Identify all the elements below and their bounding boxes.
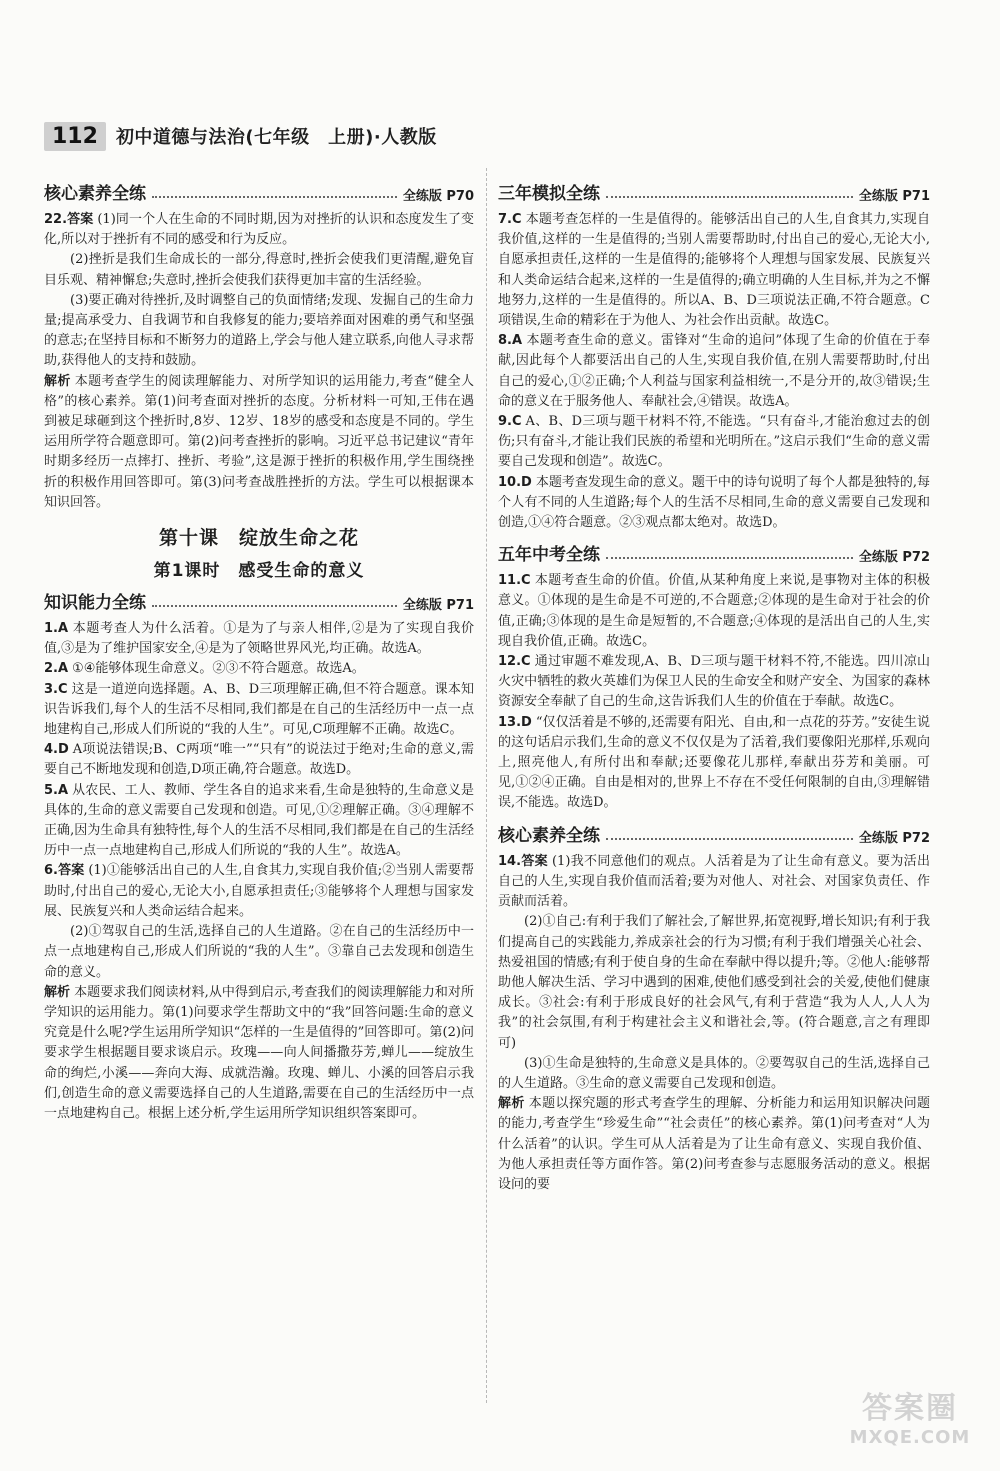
section-header bbox=[44, 178, 474, 204]
answer-paragraph: (2)①驾驭自己的生活,选择自己的人生道路。②在自己的生活经历中一点一点地建构自己,形成人们所说的“我的人生”。③靠自己去发现和创造生命的意义。 bbox=[44, 924, 474, 980]
section-ref: 全练版 P71 bbox=[858, 189, 930, 204]
section-title: 五年中考全练 bbox=[498, 545, 600, 566]
answer-paragraph: (3)要正确对待挫折,及时调整自己的负面情绪;发现、发掘自己的生命力量;提高承受力、自我调节和自我修复的能力;要培养面对困难的勇气和坚强的意志;在坚持目标和不断努力的道路上,学会与他人建立联系,向他人寻求帮助,获得他人的支持和鼓励。 bbox=[44, 292, 474, 369]
dotted-leader bbox=[606, 557, 853, 559]
analysis bbox=[498, 1094, 930, 1195]
answer-item bbox=[44, 861, 474, 922]
answer-text: 本题考查人为什么活着。①是为了与亲人相伴,②是为了实现自我价值,③是为了维护国家安全,④是为了领略世界风光,均正确。故选A。 bbox=[44, 621, 474, 657]
section-title: 核心素养全练 bbox=[498, 825, 600, 846]
answer-text: ①④能够体现生命意义。②③不符合题意。故选A。 bbox=[72, 661, 365, 677]
answer-label: 12.C bbox=[498, 654, 531, 670]
answer-label: 7.C bbox=[498, 212, 522, 227]
answer-item bbox=[44, 659, 474, 679]
lesson-subtitle: 第1课时 感受生命的意义 bbox=[153, 561, 365, 582]
dotted-leader bbox=[152, 196, 397, 198]
answer-text: (1)我不同意他们的观点。人活着是为了让生命有意义。要为活出自己的人生,实现自我价值而活着;要为对他人、对社会、对国家负责任、作贡献而活着。 bbox=[498, 853, 930, 910]
answer-item bbox=[44, 210, 474, 250]
answer-item bbox=[44, 740, 474, 780]
answer-label: 22.答案 bbox=[44, 212, 94, 227]
answer-label: 11.C bbox=[498, 573, 531, 589]
answer-text: 本题考查怎样的一生是值得的。能够活出自己的人生,自食其力,实现自我价值,这样的一生是值得的;当别人需要帮助时,付出自己的爱心,无论大小,自愿承担责任,这样的一生是值得的;能够将个人理想与国家发展、民族复兴和人类命运结合起来,这样的一生是值得的;确立明确的人生目标,并为之不懈地努力,这样的一生是值得的。所以A、B、D三项说法正确,不符合题意。C项错误,生命的精彩在于为他人、为社会作出贡献。故选C。 bbox=[498, 212, 930, 329]
watermark-url: MXQE.COM bbox=[849, 1427, 971, 1448]
answer-label: 14.答案 bbox=[498, 853, 548, 869]
answer-text: 这是一道逆向选择题。A、B、D三项理解正确,但不符合题意。课本知识告诉我们,每个人的生活不尽相同,我们都是在自己的生活经历中一点一点地建构自己,形成人们所说的“我的人生”。可见,C项理解不正确。故选C。 bbox=[44, 681, 474, 738]
section-ref: 全练版 P71 bbox=[402, 598, 474, 614]
answer-label: 6.答案 bbox=[44, 863, 85, 879]
answer-text: 通过审题不难发现,A、B、D三项与题干材料不符,不能选。四川凉山火灾中牺牲的救火英雄们为保卫人民的生命安全和财产安全、为国家的森林资源安全奉献了自己的生命,这告诉我们人生的价值在于奉献。故选C。 bbox=[498, 654, 930, 710]
answer-text: A项说法错误;B、C两项“唯一”“只有”的说法过于绝对;生命的意义,需要自己不断地发现和创造,D项正确,符合题意。故选D。 bbox=[44, 742, 474, 778]
answer-item bbox=[498, 412, 930, 473]
answer-item bbox=[498, 473, 930, 534]
analysis-label: 解析 bbox=[44, 984, 71, 1000]
page-header bbox=[44, 118, 437, 154]
section-header bbox=[498, 539, 930, 565]
section-header bbox=[498, 178, 930, 204]
answer-text: “仅仅活着是不够的,还需要有阳光、自由,和一点花的芬芳。”安徒生说的这句话启示我们,生命的意义不仅仅是为了活着,我们要像阳光那样,乐观向上,照亮他人,有所付出和奉献;还要像花儿那样,奉献出芬芳和美丽。可见,①②④正确。自由是相对的,世界上不存在不受任何限制的自由,③理解错误,不能选。故选D。 bbox=[498, 714, 930, 811]
dotted-leader bbox=[606, 838, 853, 840]
analysis-text: 本题考查学生的阅读理解能力、对所学知识的运用能力,考查“健全人格”的核心素养。第(1)问考查面对挫折的态度。分析材料一可知,王伟在遇到被足球砸到这个挫折时,8岁、12岁、18岁的感受和态度是不同的。学生运用所学符合题意即可。第(2)问考查挫折的影响。习近平总书记建议“青年时期多经历一点摔打、挫折、考验”,这是源于挫折的积极作用,学生围绕挫折的积极作用回答即可。第(3)问考查战胜挫折的方法。学生可以根据课本知识回答。 bbox=[44, 373, 474, 510]
analysis-text: 本题要求我们阅读材料,从中得到启示,考查我们的阅读理解能力和对所学知识的运用能力。第(1)问要求学生帮助文中的“我”回答问题:生命的意义究竟是什么呢?学生运用所学知识“怎样的一生是值得的”回答即可。第(2)问要求学生根据题目要求谈启示。玫瑰——向人间播撒芬芳,蝉儿——绽放生命的绚烂,小溪——奔向大海、成就浩瀚。玫瑰、蝉儿、小溪的回答启示我们,创造生命的意义需要选择自己的人生道路,需要在自己的生活经历中一点一点地建构自己。根据上述分析,学生运用所学知识组织答案即可。 bbox=[44, 984, 474, 1121]
answer-item bbox=[44, 619, 474, 659]
answer-paragraph: (3)①生命是独特的,生命意义是具体的。②要驾驭自己的生活,选择自己的人生道路。③生命的意义需要自己发现和创造。 bbox=[498, 1055, 930, 1091]
section-title: 核心素养全练 bbox=[44, 184, 146, 204]
column-divider bbox=[486, 168, 487, 1403]
analysis-label: 解析 bbox=[44, 373, 71, 389]
answer-label: 3.C bbox=[44, 681, 68, 697]
analysis-label: 解析 bbox=[498, 1096, 525, 1112]
answer-text: 从农民、工人、教师、学生各自的追求来看,生命是独特的,生命意义是具体的,生命的意义需要自己发现和创造。可见,①②理解正确。③④理解不正确,因为生命具有独特性,每个人的生活不尽相同,我们都是在自己的生活经历中一点一点地建构自己,形成人们所说的“我的人生”。故选A。 bbox=[44, 782, 474, 859]
lesson-title: 第十课 绽放生命之花 bbox=[158, 527, 359, 550]
answer-label: 13.D bbox=[498, 714, 532, 730]
section-ref: 全练版 P72 bbox=[858, 830, 930, 846]
watermark bbox=[840, 1383, 980, 1448]
section-title: 三年模拟全练 bbox=[498, 184, 600, 204]
answer-item bbox=[498, 713, 930, 814]
book-title: 初中道德与法治(七年级 上册)·人教版 bbox=[115, 127, 437, 148]
answer-item bbox=[44, 680, 474, 741]
answer-label: 8.A bbox=[498, 333, 523, 349]
answer-item bbox=[498, 652, 930, 713]
answer-label: 9.C bbox=[498, 414, 522, 430]
answer-paragraph: (2)挫折是我们生命成长的一部分,得意时,挫折会使我们更清醒,避免盲目乐观、精神懈怠;失意时,挫折会使我们获得更加丰富的生活经验。 bbox=[44, 252, 474, 288]
analysis-text: 本题以探究题的形式考查学生的理解、分析能力和运用知识解决问题的能力,考查学生“珍爱生命”“社会责任”的核心素养。第(1)问考查对“人为什么活着”的认识。学生可从人活着是为了让生命有意义、实现自我价值、为他人承担责任等方面作答。第(2)问考查参与志愿服务活动的意义。根据设问的要 bbox=[498, 1096, 930, 1192]
answer-item bbox=[498, 852, 930, 913]
answer-paragraph: (2)①自己:有利于我们了解社会,了解世界,拓宽视野,增长知识;有利于我们提高自己的实践能力,养成亲社会的行为习惯;有利于我们增强关心社会、热爱祖国的情感;有利于使自身的生命在奉献中得以提升;等。②他人:能够帮助他人解决生活、学习中遇到的困难,使他们感受到社会的关爱,使他们健康成长。③社会:有利于形成良好的社会风气,有利于营造“我为人人,人人为我”的社会氛围,有利于构建社会主义和谐社会,等。(符合题意,言之有理即可) bbox=[498, 914, 930, 1051]
answer-item bbox=[498, 210, 930, 331]
page-number: 112 bbox=[44, 122, 106, 151]
answer-label: 5.A bbox=[44, 782, 69, 798]
dotted-leader bbox=[606, 196, 853, 198]
answer-text: 本题考查发现生命的意义。题干中的诗句说明了每个人都是独特的,每个人有不同的人生道路;每个人的生活不尽相同,生命的意义需要自己发现和创造,①④符合题意。②③观点都太绝对。故选D。 bbox=[498, 474, 930, 531]
answer-item bbox=[498, 331, 930, 412]
right-column bbox=[498, 172, 930, 1195]
analysis bbox=[44, 983, 474, 1124]
analysis bbox=[44, 372, 474, 513]
answer-text: 本题考查生命的价值。价值,从某种角度上来说,是事物对主体的积极意义。①体现的是生命是不可逆的,不合题意;②体现的是生命对于社会的价值,正确;③体现的是生命是短暂的,不合题意;④体现的是活出自己的人生,实现自我价值,正确。故选C。 bbox=[498, 573, 930, 649]
answer-item bbox=[44, 781, 474, 862]
section-ref: 全练版 P72 bbox=[858, 550, 930, 566]
answer-label: 1.A bbox=[44, 621, 69, 637]
answer-text: (1)①能够活出自己的人生,自食其力,实现自我价值;②当别人需要帮助时,付出自己的爱心,无论大小,自愿承担责任;③能够将个人理想与国家发展、民族复兴和人类命运结合起来。 bbox=[44, 863, 474, 919]
answer-label: 10.D bbox=[498, 474, 532, 490]
watermark-logo: 答案圈 bbox=[862, 1391, 958, 1426]
answer-text: A、B、D三项与题干材料不符,不能选。“只有奋斗,才能治愈过去的创伤;只有奋斗,才能让我们民族的希望和光明所在。”这启示我们“生命的意义需要自己发现和创造”。故选C。 bbox=[498, 414, 930, 470]
section-header bbox=[498, 820, 930, 846]
answer-text: 本题考查生命的意义。雷锋对“生命的追问”体现了生命的价值在于奉献,因此每个人都要活出自己的人生,实现自我价值,在别人需要帮助时,付出自己的爱心,①②正确;个人利益与国家利益相统一,不是分开的,故③错误;生命的意义在于服务他人、奉献社会,④错误。故选A。 bbox=[498, 333, 930, 409]
dotted-leader bbox=[152, 605, 397, 607]
answer-text: (1)同一个人在生命的不同时期,因为对挫折的认识和态度发生了变化,所以对于挫折有不同的感受和行为反应。 bbox=[44, 212, 474, 248]
answer-item bbox=[498, 571, 930, 652]
answer-label: 2.A bbox=[44, 661, 69, 677]
section-header bbox=[44, 587, 474, 613]
section-ref: 全练版 P70 bbox=[402, 189, 474, 204]
section-title: 知识能力全练 bbox=[44, 593, 146, 614]
left-column bbox=[44, 172, 474, 1124]
answer-label: 4.D bbox=[44, 742, 69, 758]
